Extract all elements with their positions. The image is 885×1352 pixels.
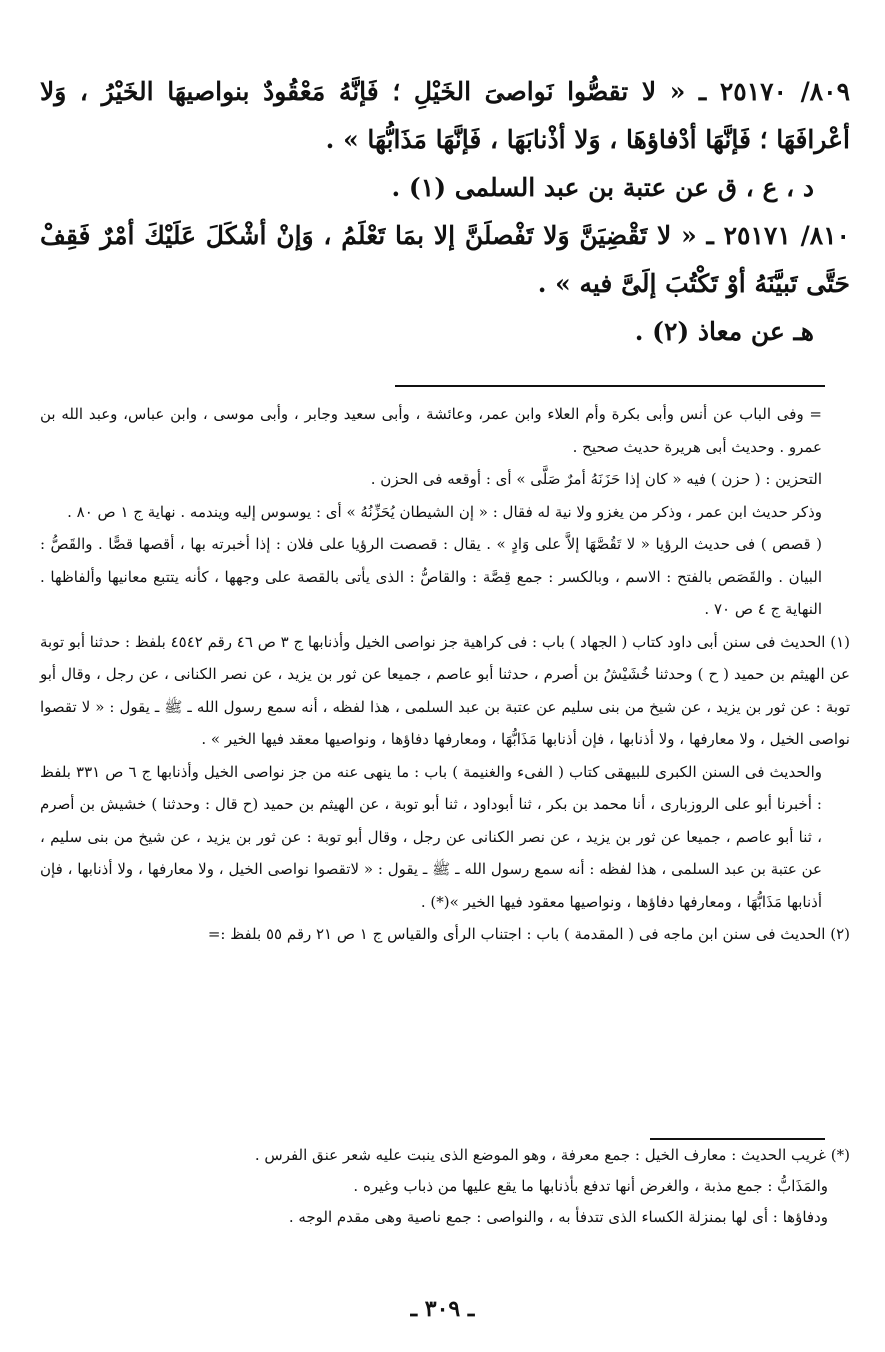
- footnote-1-bayhaqi: والحديث فى السنن الكبرى للبيهقى كتاب ( الفىء والغنيمة ) باب : ما ينهى عنه من جز نواصى الخيل وأذنابها ج ٦ ص ٣٣١ بلفظ : أخبرنا أبو على الروزبارى ، أنا محمد بن بكر ، ثنا أبوداود ، ثنا أبو توبة ، عن الهيثم بن حميد (ح قال : وحدثنا ) خشيش بن أصرم ، ثنا أبو عاصم ، جميعا عن ثور بن يزيد ، عن نصر الكنانى عن رجل ، وقال أبو توبة : عن ثور بن يزيد ، عن شيخ من بنى سليم ، عن عتبة بن عبد السلمى ، هذا لفظه : أنه سمع رسول الله ـ ﷺ ـ يقول : « لاتقصوا نواصى الخيل ، ولا معارفها ، ولا أذنابها ، فإن أذنابها مَذَابُّهَا ، ومعارفها دفاؤها ، ونواصيها معقود فيها الخير »(*) .: [40, 762, 823, 911]
- footnote-ibn-umar: وذكر حديث ابن عمر ، وذكر من يغزو ولا نية له فقال : « إن الشيطان يُحَزِّنُهُ » أى : يوسوس إليه ويندمه . نهاية ج ١ ص ٨٠ .: [67, 502, 822, 521]
- gloss-madhab: والمَذَابُّ : جمع مذبة ، والغرض أنها تدفع بأذنابها ما يقع عليها من ذباب وغيره .: [353, 1177, 828, 1195]
- gloss-maarif: (*) غريب الحديث : معارف الخيل : جمع معرفة ، وهو الموضع الذى ينبت عليه شعر عنق الفرس .: [254, 1146, 850, 1164]
- hadith-810: ٨١٠/ ٢٥١٧١ ـ « لا تَقْضِيَنَّ وَلا تَفْصلَنَّ إلا بمَا تَعْلَمُ ، وَإنْ أشْكَلَ عَلَيْكَ أمْرٌ فَقِفْ حَتَّى تَبيَّنَهُ أوْ تَكْتُبَ إلَىَّ فيه » .: [40, 221, 850, 298]
- footnote-tahzin: التحزين : ( حزن ) فيه « كان إذا حَزَنَهُ أمرٌ صَلَّى » أى : أوقعه فى الحزن .: [370, 470, 822, 488]
- footnote-2: (٢) الحديث فى سنن ابن ماجه فى ( المقدمة ) باب : اجتناب الرأى والقياس ج ١ ص ٢١ رقم ٥٥ بلفظ :=: [207, 925, 850, 943]
- hadith-809-source: د ، ع ، ق عن عتبة بن عبد السلمى (١) .: [391, 173, 814, 202]
- gloss-difa: ودفاؤها : أى لها بمنزلة الكساء الذى تتدفأ به ، والنواصى : جمع ناصية وهى مقدم الوجه .: [288, 1208, 828, 1226]
- hadith-810-source: هـ عن معاذ (٢) .: [634, 317, 814, 346]
- page-number: ـ ٣٠٩ ـ: [410, 1296, 475, 1322]
- gloss-notes: [40, 1140, 850, 1233]
- hadith-809: ٨٠٩/ ٢٥١٧٠ ـ « لا تقصُّوا نَواصىَ الخَيْلِ ؛ فَإنَّهُ مَعْقُودٌ بنواصيهَا الخَيْرُ ، وَلا أعْرافَهَا ؛ فَإنَّهَا أدْفاؤهَا ، وَلا أذْنابَهَا ، فَإنَّهَا مَذَابُّهَا » .: [40, 77, 851, 154]
- footnotes: [40, 398, 850, 951]
- footnote-qasas: ( قصص ) فى حديث الرؤيا « لا تَقُصَّهَا إلاَّ على وَادٍ » . يقال : قصصت الرؤيا على فلان : إذا أخبرته بها ، أقصها قصًّا . والقَصُّ : البيان . والقَصَص بالفتح : الاسم ، وبالكسر : جمع قِصَّة : والقاصُّ : الذى يأتى بالقصة على وجهها ، كأنه يتتبع معانيها وألفاظها . النهاية ج ٤ ص ٧٠ .: [40, 535, 822, 618]
- footnote-continuation: = وفى الباب عن أنس وأبى بكرة وأم العلاء وابن عمر، وعائشة ، وأبى سعيد وجابر ، وأبى موسى ، وابن عباس، وعبد الله بن عمرو . وحديث أبى هريرة حديث صحيح .: [40, 405, 822, 456]
- main-text: [40, 68, 850, 356]
- footnote-1: (١) الحديث فى سنن أبى داود كتاب ( الجهاد ) باب : فى كراهية جز نواصى الخيل وأذنابها ج ٣ ص ٤٦ رقم ٤٥٤٢ بلفظ : حدثنا أبو توبة عن الهيثم بن حميد ( ح ) وحدثنا خُشَيْشُ بن أصرم ، حدثنا أبو عاصم ، جميعا عن ثور بن يزيد ، عن نصر الكنانى ، عن رجل ، وقال أبو توبة : عن ثور بن يزيد ، عن شيخ من بنى سليم عن عتبة بن عبد السلمى ، هذا لفظه ، أنه سمع رسول الله ـ ﷺ ـ يقول : « لا تقصوا نواصى الخيل ، ولا معارفها ، ولا أذنابها ، فإن أذنابها مَذَابُّهَا ، ومعارفها دفاؤها ، ونواصيها معقد فيها الخير » .: [40, 632, 850, 748]
- footnote-divider: [395, 385, 825, 387]
